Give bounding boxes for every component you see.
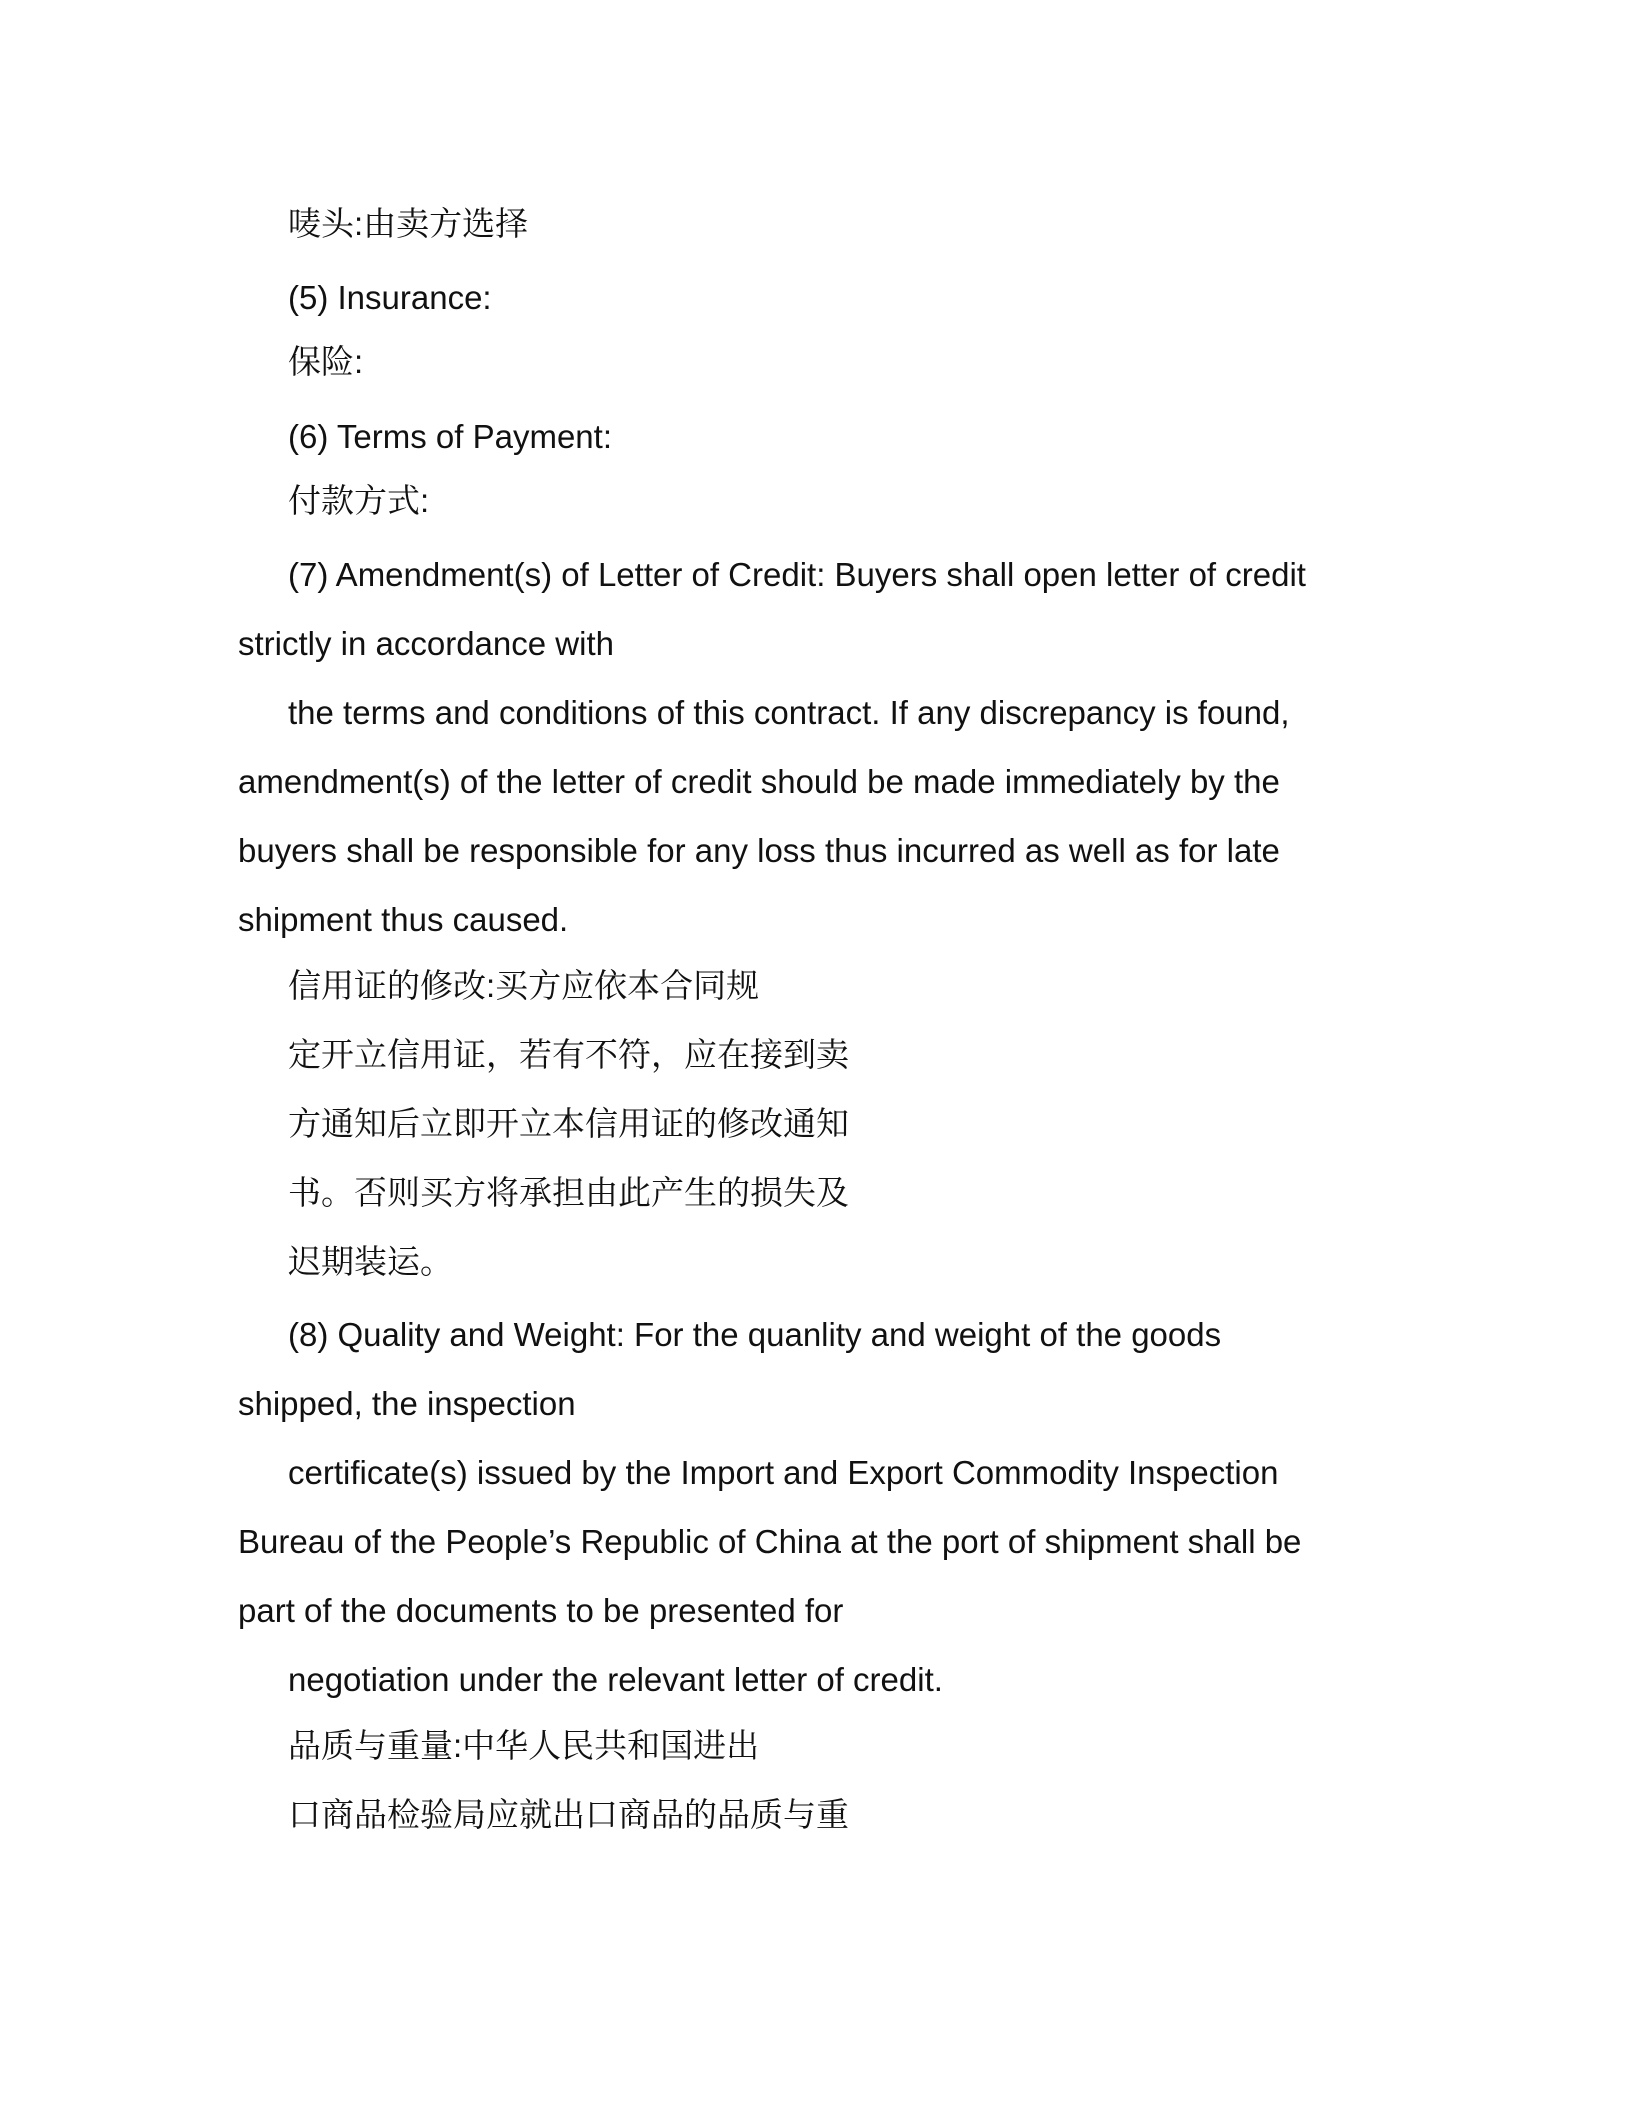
lc-amendment-line-3: the terms and conditions of this contract. If any discrepancy is found, <box>288 694 1290 731</box>
lc-amendment-line-4: amendment(s) of the letter of credit should be made immediately by the <box>238 763 1280 800</box>
quality-weight-line-6: negotiation under the relevant letter of credit. <box>288 1661 943 1698</box>
quality-weight-line-3: certificate(s) issued by the Import and Export Commodity Inspection <box>288 1454 1279 1491</box>
lc-amendment-cn-line-4: 书。否则买方将承担由此产生的损失及 <box>288 1174 849 1211</box>
lc-amendment-cn-line-2: 定开立信用证，若有不符，应在接到卖 <box>288 1036 849 1073</box>
lc-amendment-line-6: shipment thus caused. <box>238 901 569 938</box>
payment-terms-heading: (6) Terms of Payment: <box>288 418 612 455</box>
lc-amendment-line-5: buyers shall be responsible for any loss thus incurred as well as for late <box>238 832 1280 869</box>
lc-amendment-cn-line-5: 迟期装运。 <box>288 1243 453 1280</box>
lc-amendment-line-1: (7) Amendment(s) of Letter of Credit: Buyers shall open letter of credit <box>288 556 1306 593</box>
quality-weight-cn-line-2: 口商品检验局应就出口商品的品质与重 <box>288 1796 849 1833</box>
quality-weight-line-1: (8) Quality and Weight: For the quanlity and weight of the goods <box>288 1316 1222 1353</box>
lc-amendment-line-2: strictly in accordance with <box>238 625 614 662</box>
insurance-heading: (5) Insurance: <box>288 279 492 316</box>
quality-weight-line-4: Bureau of the People’s Republic of China at the port of shipment shall be <box>238 1523 1302 1560</box>
quality-weight-line-2: shipped, the inspection <box>238 1385 576 1422</box>
payment-terms-heading-cn: 付款方式: <box>288 482 430 519</box>
quality-weight-line-5: part of the documents to be presented for <box>238 1592 844 1629</box>
quality-weight-cn-line-1: 品质与重量:中华人民共和国进出 <box>288 1727 760 1764</box>
insurance-heading-cn: 保险: <box>288 343 364 380</box>
lc-amendment-cn-line-1: 信用证的修改:买方应依本合同规 <box>288 967 760 1004</box>
lc-amendment-cn-line-3: 方通知后立即开立本信用证的修改通知 <box>288 1105 849 1142</box>
shipping-marks-cn: 唛头:由卖方选择 <box>288 205 529 242</box>
